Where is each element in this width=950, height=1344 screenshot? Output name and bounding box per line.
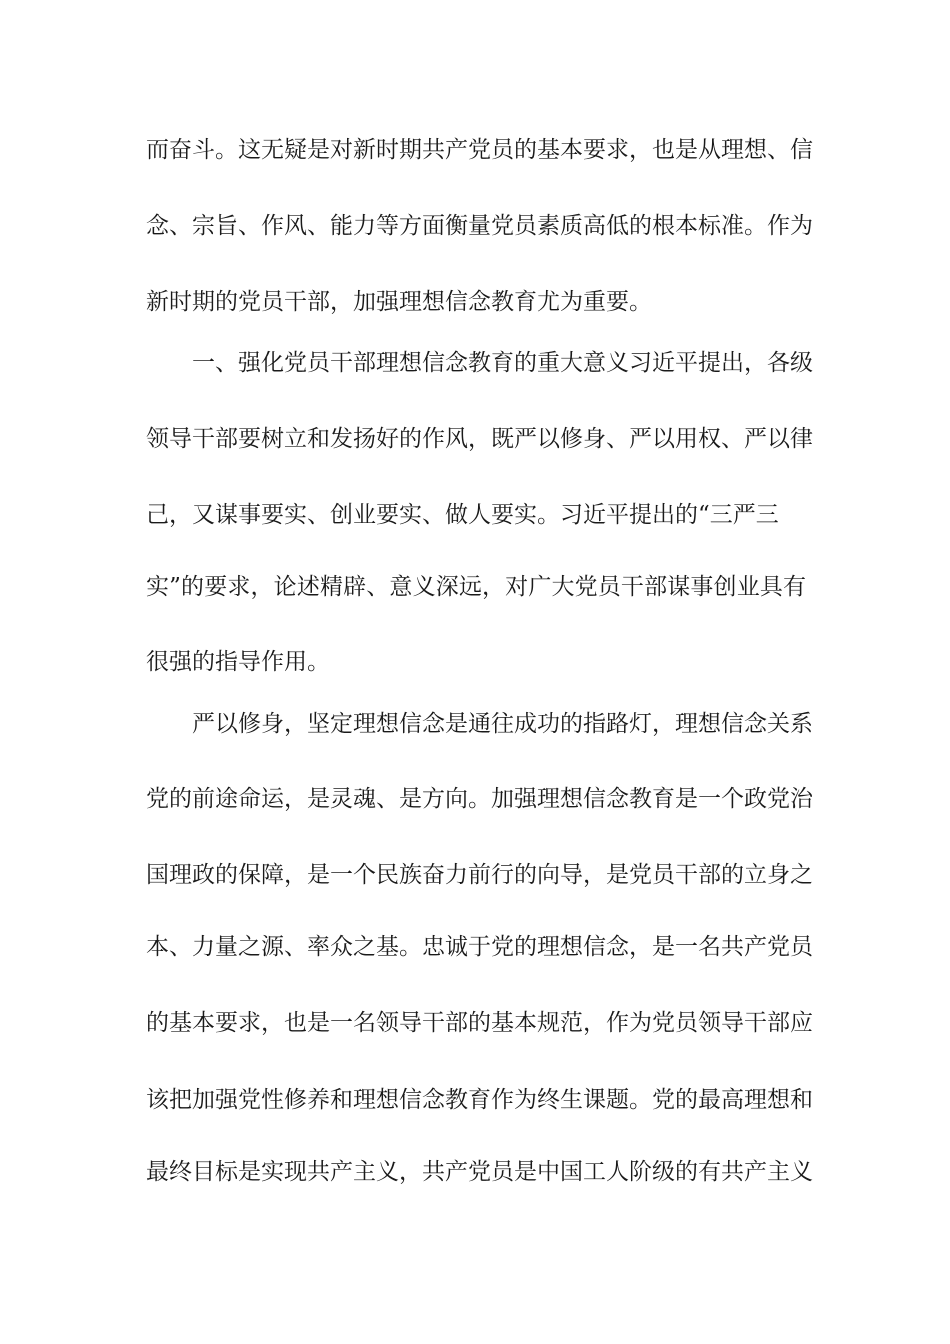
text-line: 最终目标是实现共产主义，共产党员是中国工人阶级的有共产主义	[146, 1159, 813, 1185]
text-line: 领导干部要树立和发扬好的作风，既严以修身、严以用权、严以律	[146, 426, 813, 452]
text-line: 很强的指导作用。	[146, 649, 330, 675]
text-line: 己，又谋事要实、创业要实、做人要实。习近平提出的“三严三	[146, 502, 779, 528]
text-line: 新时期的党员干部，加强理想信念教育尤为重要。	[146, 289, 652, 315]
text-line: 本、力量之源、率众之基。忠诚于党的理想信念，是一名共产党员	[146, 934, 813, 960]
text-line: 国理政的保障，是一个民族奋力前行的向导，是党员干部的立身之	[146, 862, 813, 888]
text-line: 该把加强党性修养和理想信念教育作为终生课题。党的最高理想和	[146, 1087, 813, 1113]
text-line: 而奋斗。这无疑是对新时期共产党员的基本要求，也是从理想、信	[146, 137, 813, 163]
text-line: 一、强化党员干部理想信念教育的重大意义习近平提出，各级	[192, 350, 813, 376]
text-line: 念、宗旨、作风、能力等方面衡量党员素质高低的根本标准。作为	[146, 213, 813, 239]
text-line: 的基本要求，也是一名领导干部的基本规范，作为党员领导干部应	[146, 1010, 813, 1036]
text-line: 实”的要求，论述精辟、意义深远，对广大党员干部谋事创业具有	[146, 574, 806, 600]
text-line: 严以修身，坚定理想信念是通往成功的指路灯，理想信念关系	[192, 711, 813, 737]
text-line: 党的前途命运，是灵魂、是方向。加强理想信念教育是一个政党治	[146, 786, 813, 812]
